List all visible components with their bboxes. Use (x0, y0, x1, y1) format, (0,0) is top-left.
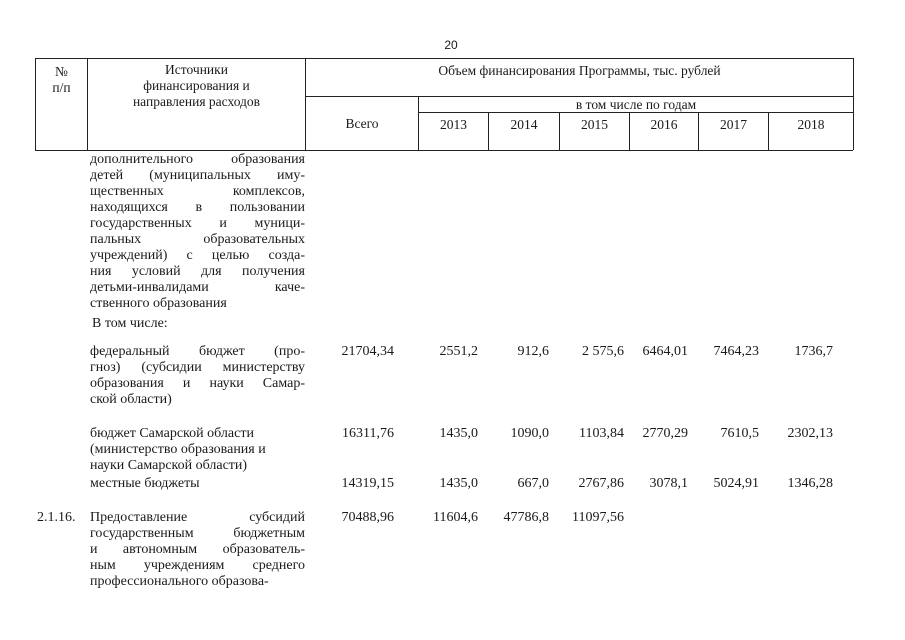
value-2017: 7464,23 (713, 344, 759, 359)
text-line: пальных образовательных (90, 232, 305, 247)
text-line: государственным бюджетным (90, 526, 305, 541)
value-total: 16311,76 (342, 426, 394, 441)
value-2013: 1435,0 (439, 476, 478, 491)
value-total: 70488,96 (341, 510, 394, 525)
page-number: 20 (444, 38, 458, 52)
text-line: ственного образования (90, 296, 227, 311)
table-row-text (90, 510, 305, 590)
value-2014: 912,6 (517, 344, 549, 359)
value-2013: 11604,6 (433, 510, 478, 525)
text-line: ным учреждениям среднего (90, 558, 305, 573)
header-year-2018: 2018 (797, 117, 825, 132)
text-line: федеральный бюджет (про- (90, 344, 305, 359)
text-line: науки Самарской области) (90, 458, 248, 473)
table-row-text (90, 344, 305, 408)
table-row-text (90, 426, 305, 474)
row-number: 2.1.16. (37, 510, 76, 525)
header-col-number-line: № (55, 64, 68, 79)
header-col-number (36, 64, 87, 96)
text-line: и автономным образователь- (90, 542, 305, 557)
text-line: профессионального образова- (90, 574, 269, 589)
value-2015: 2767,86 (578, 476, 624, 491)
value-2013: 2551,2 (439, 344, 478, 359)
text-line: дополнительного образования (90, 152, 305, 167)
text-line: щественных комплексов, (90, 184, 305, 199)
value-2016: 3078,1 (649, 476, 688, 491)
header-col-volume: Объем финансирования Программы, тыс. рублей (438, 63, 721, 78)
text-line: (министерство образования и (90, 442, 266, 457)
value-2018: 1736,7 (794, 344, 833, 359)
value-total: 21704,34 (341, 344, 394, 359)
header-col-sources-line: направления расходов (132, 94, 261, 109)
header-col-sources (88, 62, 305, 110)
text-line: ской области) (90, 392, 172, 407)
header-year-2013: 2013 (440, 117, 467, 132)
header-year-2014: 2014 (510, 117, 538, 132)
value-2015: 2 575,6 (582, 344, 624, 359)
text-line: образования и науки Самар- (90, 376, 305, 391)
value-2013: 1435,0 (439, 426, 478, 441)
value-2018: 1346,28 (787, 476, 833, 491)
text-line: Предоставление субсидий (90, 510, 305, 525)
table-row-text: местные бюджеты (90, 476, 200, 491)
text-line: ния условий для получения (90, 264, 305, 279)
value-2014: 1090,0 (510, 426, 549, 441)
text-line: государственных и муници- (90, 216, 305, 231)
header-year-2017: 2017 (720, 117, 747, 132)
value-total: 14319,15 (341, 476, 394, 491)
header-year-2016: 2016 (650, 117, 678, 132)
header-col-by-years: в том числе по годам (575, 97, 697, 112)
continuation-text (90, 152, 305, 312)
value-2016: 6464,01 (642, 344, 688, 359)
text-line: детей (муниципальных иму- (90, 168, 305, 183)
header-col-number-line: п/п (52, 80, 71, 95)
header-col-sources-line: Источники (165, 62, 228, 77)
text-line: гноз) (субсидии министерству (90, 360, 305, 375)
header-year-2015: 2015 (581, 117, 608, 132)
value-2018: 2302,13 (787, 426, 833, 441)
value-2014: 667,0 (517, 476, 549, 491)
value-2017: 5024,91 (713, 476, 759, 491)
text-line: детьми-инвалидами каче- (90, 280, 305, 295)
value-2016: 2770,29 (642, 426, 688, 441)
text-line: находящихся в пользовании (90, 200, 305, 215)
value-2015: 11097,56 (572, 510, 624, 525)
header-col-sources-line: финансирования и (143, 78, 250, 93)
text-line: бюджет Самарской области (90, 426, 254, 441)
including-label: В том числе: (92, 316, 168, 331)
header-col-total: Всего (345, 116, 379, 131)
value-2014: 47786,8 (503, 510, 549, 525)
text-line: учреждений) с целью созда- (90, 248, 305, 263)
value-2017: 7610,5 (720, 426, 759, 441)
value-2015: 1103,84 (579, 426, 624, 441)
